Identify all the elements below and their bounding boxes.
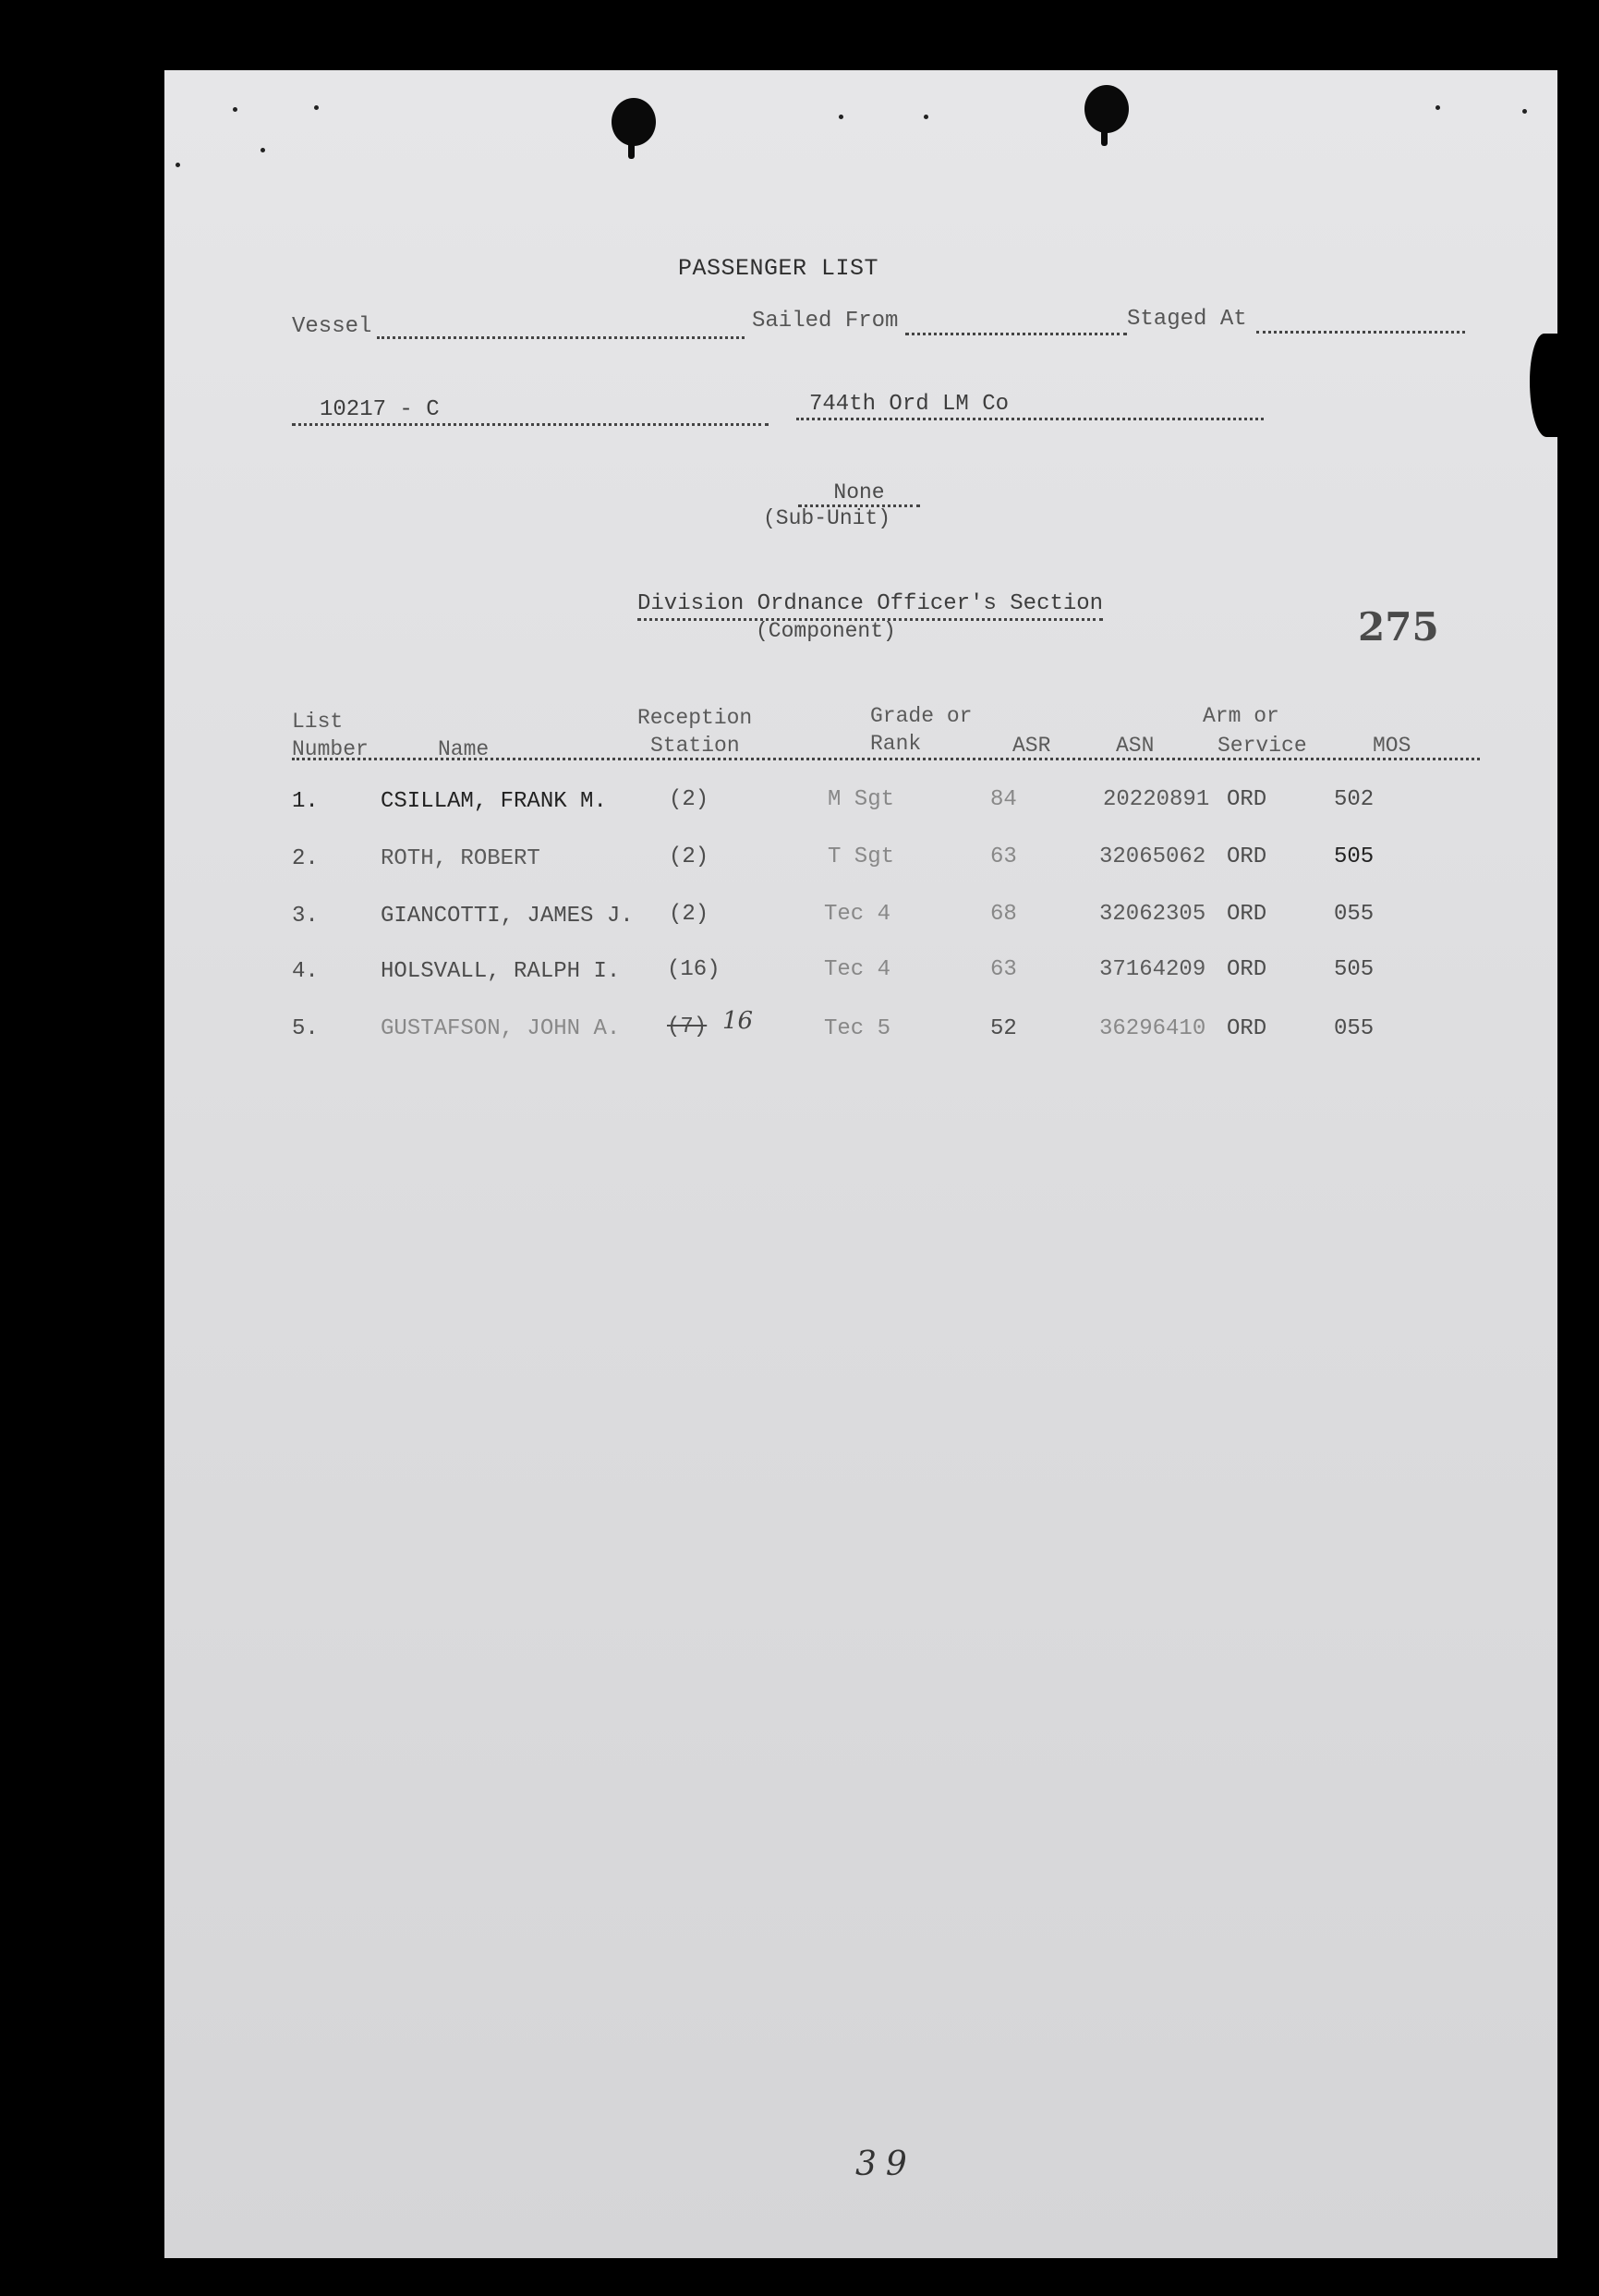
shipment-number-line bbox=[292, 423, 769, 426]
row-1-grade: M Sgt bbox=[828, 787, 895, 812]
sub-unit-value: None bbox=[798, 480, 920, 507]
header-arm-2: Service bbox=[1217, 734, 1307, 758]
row-5-station: (7) bbox=[667, 1014, 708, 1039]
row-2-name: ROTH, ROBERT bbox=[381, 846, 540, 871]
document-page bbox=[164, 70, 1557, 2258]
row-1-number: 1. bbox=[292, 789, 319, 814]
staged-at-label: Staged At bbox=[1127, 307, 1247, 332]
component-label: (Component) bbox=[756, 619, 896, 643]
header-list-number-1: List bbox=[292, 710, 344, 734]
row-5-asr: 52 bbox=[990, 1016, 1017, 1041]
unit-name-line bbox=[796, 418, 1264, 420]
vessel-label: Vessel bbox=[292, 314, 372, 339]
header-mos: MOS bbox=[1373, 734, 1411, 758]
page-number: 275 bbox=[1358, 604, 1439, 650]
row-3-name: GIANCOTTI, JAMES J. bbox=[381, 904, 634, 929]
row-1-asr: 84 bbox=[990, 787, 1017, 812]
speck bbox=[260, 148, 265, 152]
row-2-number: 2. bbox=[292, 846, 319, 871]
row-1-station: (2) bbox=[669, 787, 709, 812]
row-4-grade: Tec 4 bbox=[824, 957, 891, 982]
speck bbox=[233, 107, 237, 112]
row-3-grade: Tec 4 bbox=[824, 902, 891, 927]
row-2-arm: ORD bbox=[1227, 844, 1267, 869]
header-asn: ASN bbox=[1116, 734, 1155, 758]
sub-unit-label: (Sub-Unit) bbox=[763, 506, 891, 530]
handwritten-folio-number: 39 bbox=[855, 2145, 916, 2183]
row-4-name: HOLSVALL, RALPH I. bbox=[381, 959, 621, 984]
speck bbox=[839, 115, 843, 119]
row-5-number: 5. bbox=[292, 1016, 319, 1041]
row-1-name: CSILLAM, FRANK M. bbox=[381, 789, 607, 814]
header-reception-2: Station bbox=[650, 734, 740, 758]
row-2-asn: 32065062 bbox=[1099, 844, 1206, 869]
sailed-from-field-line bbox=[905, 333, 1127, 335]
vessel-field-line bbox=[377, 336, 745, 339]
header-reception-1: Reception bbox=[637, 706, 753, 730]
row-3-mos: 055 bbox=[1334, 902, 1375, 927]
row-1-arm: ORD bbox=[1227, 787, 1267, 812]
shipment-number: 10217 - C bbox=[320, 397, 440, 422]
row-3-station: (2) bbox=[669, 902, 709, 927]
row-2-station: (2) bbox=[669, 844, 709, 869]
row-4-asr: 63 bbox=[990, 957, 1017, 982]
punch-hole-left bbox=[612, 98, 656, 146]
header-asr: ASR bbox=[1012, 734, 1051, 758]
row-1-asn: 20220891 bbox=[1103, 787, 1210, 812]
row-4-arm: ORD bbox=[1227, 957, 1267, 982]
speck bbox=[314, 105, 319, 110]
header-list-number-2: Number bbox=[292, 737, 369, 761]
row-3-number: 3. bbox=[292, 904, 319, 929]
speck bbox=[1435, 105, 1440, 110]
row-5-station-correction: 16 bbox=[722, 1007, 754, 1035]
component-value: Division Ordnance Officer's Section bbox=[637, 591, 1103, 621]
row-5-grade: Tec 5 bbox=[824, 1016, 891, 1041]
row-5-mos: 055 bbox=[1334, 1016, 1375, 1041]
header-grade-1: Grade or bbox=[870, 704, 973, 728]
row-4-asn: 37164209 bbox=[1099, 957, 1206, 982]
speck bbox=[1522, 109, 1527, 114]
header-underline bbox=[292, 758, 1480, 760]
row-4-number: 4. bbox=[292, 959, 319, 984]
punch-hole-right bbox=[1084, 85, 1129, 133]
sailed-from-label: Sailed From bbox=[752, 309, 899, 334]
row-4-mos: 505 bbox=[1334, 957, 1375, 982]
row-5-arm: ORD bbox=[1227, 1016, 1267, 1041]
staged-at-field-line bbox=[1256, 331, 1465, 334]
row-4-station: (16) bbox=[667, 957, 721, 982]
row-3-asr: 68 bbox=[990, 902, 1017, 927]
unit-name: 744th Ord LM Co bbox=[809, 392, 1010, 417]
row-5-asn: 36296410 bbox=[1099, 1016, 1206, 1041]
row-3-arm: ORD bbox=[1227, 902, 1267, 927]
row-2-mos: 505 bbox=[1334, 844, 1375, 869]
torn-edge bbox=[1530, 334, 1561, 437]
header-arm-1: Arm or bbox=[1203, 704, 1279, 728]
header-name: Name bbox=[438, 737, 490, 761]
row-2-grade: T Sgt bbox=[828, 844, 895, 869]
row-1-mos: 502 bbox=[1334, 787, 1375, 812]
header-grade-2: Rank bbox=[870, 732, 922, 756]
row-5-name: GUSTAFSON, JOHN A. bbox=[381, 1016, 621, 1041]
row-3-asn: 32062305 bbox=[1099, 902, 1206, 927]
row-2-asr: 63 bbox=[990, 844, 1017, 869]
page-title: PASSENGER LIST bbox=[678, 255, 879, 282]
speck bbox=[924, 115, 928, 119]
speck bbox=[176, 163, 180, 167]
